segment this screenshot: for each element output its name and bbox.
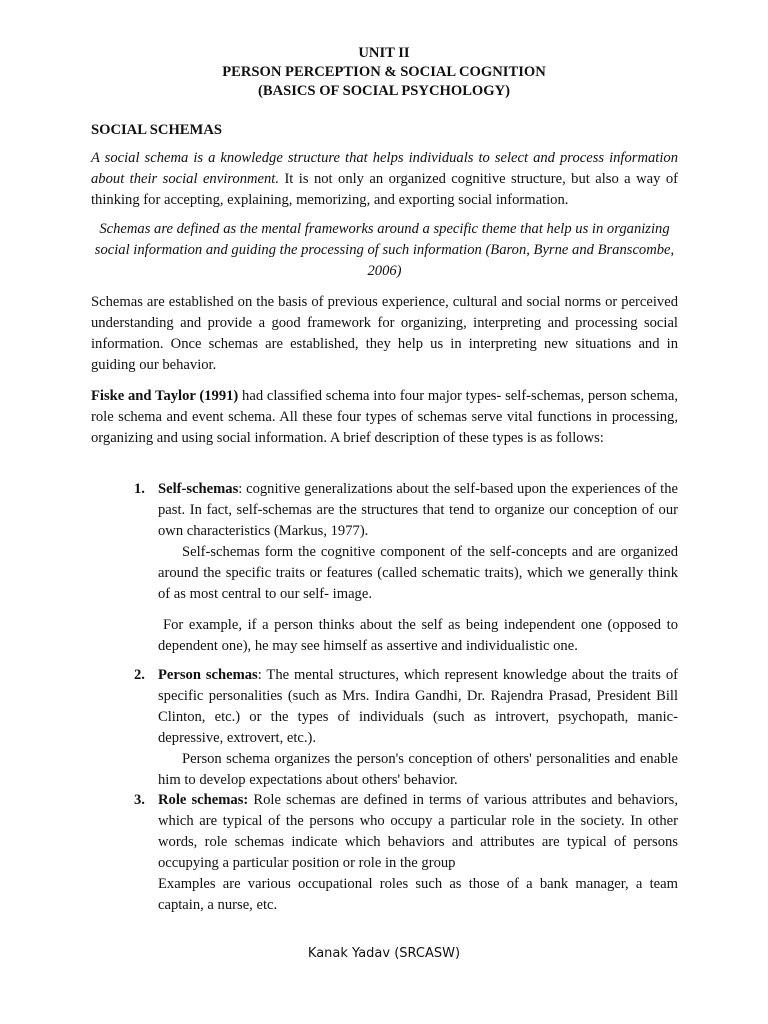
title-block — [0, 44, 768, 101]
page-subtitle: (BASICS OF SOCIAL PSYCHOLOGY) — [257, 83, 511, 99]
list-item-text — [158, 665, 678, 749]
term-person-schemas: Person schemas — [158, 667, 258, 683]
unit-title: UNIT II — [358, 45, 410, 61]
citation-bold: Fiske and Taylor (1991) — [91, 388, 239, 404]
list-number: 2. — [134, 667, 145, 683]
intro-paragraph — [91, 148, 678, 211]
types-text: had classified schema into four major types- self-schemas, person schema, role schema and event schema. All these four types of schemas serve vital functions in processing, organizing and using social information. A brief description of these types is as follows: — [91, 388, 678, 446]
paragraph-types — [91, 386, 678, 449]
example-paragraph: For example, if a person thinks about the self as being independent one (opposed to dependent one), he may see himself as assertive and individualistic one. — [158, 617, 678, 654]
term-role-schemas: Role schemas: — [158, 792, 249, 808]
sub-paragraph: Person schema organizes the person's conception of others' personalities and enable him to develop expectations about others' behavior. — [158, 751, 678, 788]
page-footer: Kanak Yadav (SRCASW) — [307, 946, 461, 961]
definition-text: Role schemas are defined in terms of various attributes and behaviors, which are typical of the persons who occupy a particular role in the society. In other words, role schemas indicate which behaviors and attributes are typical of persons occupying a particular position or role in the group — [158, 792, 678, 871]
intro-normal: It is not only an organized cognitive structure, but also a way of thinking for accepting, explaining, memorizing, and exporting social information. — [91, 171, 678, 208]
definition-text: : The mental structures, which represent knowledge about the traits of specific personalities (such as Mrs. Indira Gandhi, Dr. Rajendra Prasad, President Bill Clinton, etc.) or the types of individuals (such as introvert, psychopath, manic-depressive, extrovert, etc.). — [158, 667, 679, 746]
section-heading: SOCIAL SCHEMAS — [91, 122, 222, 138]
paragraph-established: Schemas are established on the basis of previous experience, cultural and social norms or perceived understanding and provide a good framework for organizing, interpreting and processing social information. Once schemas are established, they help us in interpreting new situations and in guiding our behavior. — [91, 294, 678, 373]
list-item-text — [158, 479, 678, 542]
list-number: 3. — [134, 792, 145, 808]
definition-text: : cognitive generalizations about the self-based upon the experiences of the past. In fact, self-schemas are the structures that tend to organize our conception of our own characteristics (Markus, 1977). — [158, 481, 678, 539]
intro-italic: A social schema is a knowledge structure that helps individuals to select and process information about their social environment. — [91, 150, 678, 187]
definition-quote: Schemas are defined as the mental frameworks around a specific theme that help us in organizing social information and guiding the processing of such information (Baron, Byrne and Branscombe, 2006) — [94, 221, 675, 279]
list-item-self-schemas — [134, 479, 678, 657]
list-item-person-schemas — [134, 665, 679, 791]
list-item-text — [158, 790, 678, 874]
example-paragraph: Examples are various occupational roles such as those of a bank manager, a team captain, a nurse, etc. — [158, 876, 678, 913]
sub-paragraph: Self-schemas form the cognitive component of the self-concepts and are organized around the specific traits or features (called schematic traits), which we generally think of as most central to our self- image. — [158, 544, 678, 602]
list-item-role-schemas — [134, 790, 678, 916]
page-title: PERSON PERCEPTION & SOCIAL COGNITION — [222, 64, 546, 80]
list-number: 1. — [134, 481, 145, 497]
term-self-schemas: Self-schemas — [158, 481, 239, 497]
